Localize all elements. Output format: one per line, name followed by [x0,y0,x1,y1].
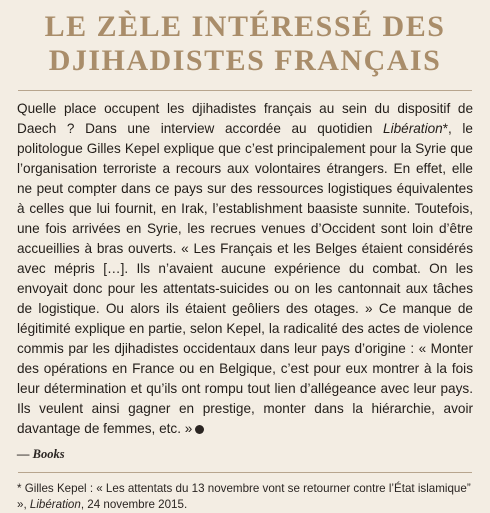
footnote-source-liberation: Libération [29,498,81,511]
article-body [17,99,473,439]
footnote-divider [18,472,472,473]
footnote [17,481,473,513]
title-line-2: DJIHADISTES FRANÇAIS [48,44,442,77]
title-divider [18,90,472,91]
body-text-part-2: *, le politologue Gilles Kepel explique que c’est principalement pour la Syrie que l’organisation terroriste a recours aux volontaires étrangers. En effet, elle ne peut compter dans ce pays sur des ressources logistiques équivalentes à celles que lui fournit, en Irak, l’establishment baasiste sunnite. Toutefois, une fois arrivées en Syrie, les recrues venues d’Occident sont loin d’être accueillies à bras ouverts. « Les Français et les Belges étaient considérés avec mépris […]. Ils n’avaient aucune expérience du combat. On les envoyait donc pour les attentats-suicides ou on les cantonnait aux tâches de logistique. Ou alors ils étaient geôliers des otages. » Ce manque de légitimité explique en partie, selon Kepel, la radicalité des actes de violence commis par les djihadistes occidentaux dans leur pays d’origine : « Monter des opérations en France ou en Belgique, c’est pour eux montrer à la fois leur détermination et qu’ils ont rompu tout lien d’allégeance avec leur pays. Ils veulent ainsi gagner en prestige, monter dans la hiérarchie, avoir davantage de femmes, etc. » [17,121,473,436]
body-source-liberation: Libération [383,121,443,136]
title-line-1: LE ZÈLE INTÉRESSÉ DES [44,10,446,43]
footnote-part-1: * Gilles Kepel : « Les attentats du 13 novembre vont se retourner contre l’État islamique” », [17,482,471,511]
end-of-article-dot [195,425,204,434]
body-text-part-1: Quelle place occupent les djihadistes français au sein du dispositif de Daech ? Dans une interview accordée au quotidien [17,101,473,136]
article-signature: — Books [17,447,65,461]
footnote-part-2: , 24 novembre 2015. [80,498,188,511]
article-title [0,0,490,78]
